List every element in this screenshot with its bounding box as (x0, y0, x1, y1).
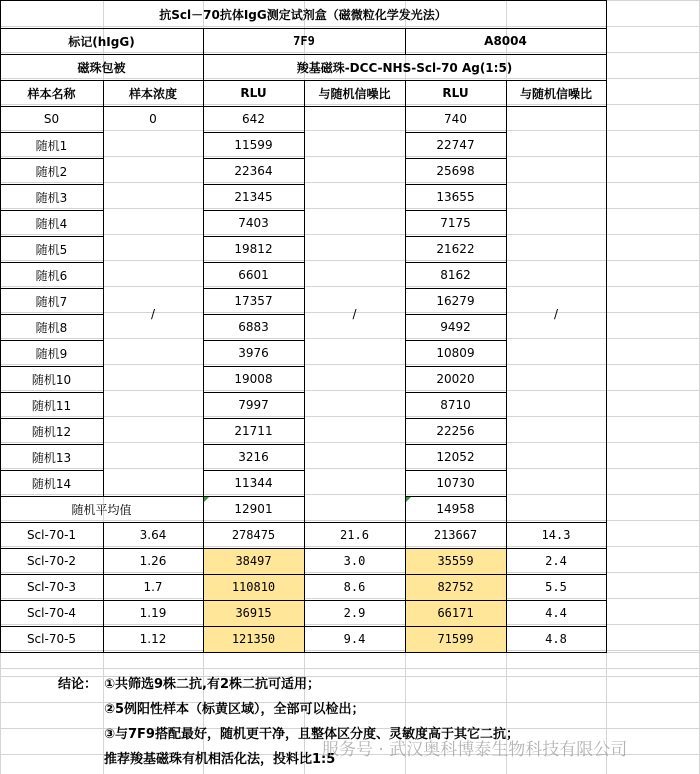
sample-name-cell[interactable]: 随机14 (31, 476, 72, 491)
rlu-a8004-cell[interactable]: 13655 (436, 190, 475, 204)
rlu-7f9-cell[interactable]: 21345 (234, 190, 273, 204)
rlu-a8004-cell[interactable]: 25698 (436, 164, 475, 178)
table-border (405, 314, 507, 315)
pos-snr-7f9[interactable]: 21.6 (340, 528, 369, 542)
rlu-a8004-cell[interactable]: 10809 (436, 346, 475, 360)
pos-rlu-a8004[interactable]: 35559 (437, 554, 474, 568)
pos-rlu-7f9[interactable]: 110810 (231, 580, 276, 594)
rlu-7f9-cell[interactable]: 7403 (238, 216, 269, 230)
table-border (0, 0, 607, 1)
table-border (0, 314, 104, 315)
rlu-7f9-cell[interactable]: 7997 (238, 398, 269, 412)
sample-name-cell[interactable]: 随机3 (35, 190, 68, 205)
table-border (203, 366, 305, 367)
sample-name-cell[interactable]: 随机11 (31, 398, 72, 413)
table-border (405, 80, 406, 653)
mean-rlu-a8004[interactable]: 14958 (436, 502, 475, 516)
pos-rlu-7f9[interactable]: 121350 (231, 632, 276, 646)
table-border (0, 496, 104, 497)
pos-rlu-7f9[interactable]: 38497 (235, 554, 272, 568)
conclusion-label: 结论： (58, 677, 98, 692)
table-border (203, 444, 305, 445)
rlu-a8004-cell[interactable]: 21622 (436, 242, 475, 256)
header-snr-7f9[interactable]: 与随机信噪比 (318, 86, 391, 101)
sample-name-cell[interactable]: 随机7 (35, 294, 68, 309)
pos-snr-7f9[interactable]: 9.4 (343, 632, 366, 646)
comment-marker (204, 497, 209, 502)
table-border (0, 262, 104, 263)
pos-snr-a8004[interactable]: 4.8 (545, 632, 567, 646)
pos-sample-name[interactable]: Scl-70-4 (26, 606, 77, 620)
rlu-7f9-cell[interactable]: 19008 (234, 372, 273, 386)
table-border (203, 210, 305, 211)
conclusion-line: ③与7F9搭配最好，随机更干净，且整体区分度、灵敏度高于其它二抗； (104, 727, 519, 742)
pos-sample-name[interactable]: Scl-70-2 (26, 554, 77, 568)
pos-rlu-a8004[interactable]: 213667 (433, 528, 478, 542)
table-border (203, 496, 305, 497)
table-border (103, 496, 204, 497)
sample-conc-cell[interactable]: 0 (149, 112, 157, 126)
pos-snr-a8004[interactable]: 4.4 (545, 606, 567, 620)
table-border (405, 28, 406, 55)
watermark: 服务号 · 武汉奥科博泰生物科技有限公司 (322, 740, 628, 760)
header-sample-name[interactable]: 样本名称 (27, 86, 76, 101)
pos-snr-a8004[interactable]: 14.3 (541, 528, 571, 542)
table-border (203, 418, 305, 419)
pos-sample-conc[interactable]: 1.19 (139, 606, 167, 620)
rlu-7f9-cell[interactable]: 642 (242, 112, 265, 126)
sample-name-cell[interactable]: 随机1 (35, 138, 68, 153)
rlu-7f9-cell[interactable]: 22364 (234, 164, 273, 178)
table-border (304, 80, 305, 653)
conclusion-line: 推荐羧基磁珠有机相活化法，投料比1:5 (104, 752, 336, 767)
table-border (405, 158, 507, 159)
rlu-a8004-cell[interactable]: 22747 (436, 138, 475, 152)
pos-sample-name[interactable]: Scl-70-3 (26, 580, 77, 594)
table-border (405, 392, 507, 393)
table-border (0, 158, 104, 159)
rlu-a8004-cell[interactable]: 8710 (440, 398, 471, 412)
rlu-a8004-cell[interactable]: 16279 (436, 294, 475, 308)
pos-snr-7f9[interactable]: 8.6 (343, 580, 366, 594)
pos-sample-name[interactable]: Scl-70-5 (26, 632, 77, 646)
table-border (203, 340, 305, 341)
coating-row-name[interactable]: 磁珠包被 (77, 60, 126, 75)
sample-name-cell[interactable]: 随机8 (35, 320, 68, 335)
header-snr-a8004[interactable]: 与随机信噪比 (519, 86, 592, 101)
table-title[interactable]: 抗Scl－70抗体IgG测定试剂盒（磁微粒化学发光法） (159, 7, 447, 22)
table-border (405, 444, 507, 445)
table-border (0, 236, 104, 237)
mean-label[interactable]: 随机平均值 (71, 502, 132, 517)
table-border (405, 340, 507, 341)
coating-value[interactable]: 羧基磁珠-DCC-NHS-Scl-70 Ag(1:5) (296, 60, 513, 75)
table-border (203, 28, 204, 653)
sample-name-cell[interactable]: 随机5 (35, 242, 68, 257)
conclusion-line: ②5例阳性样本（标黄区域），全部可以检出； (104, 702, 365, 717)
merged-snr-a8004-slash[interactable]: / (553, 307, 559, 321)
pos-sample-conc[interactable]: 1.7 (143, 580, 163, 594)
table-border (405, 288, 507, 289)
sample-name-cell[interactable]: 随机6 (35, 268, 68, 283)
table-border (203, 392, 305, 393)
table-border (0, 132, 104, 133)
table-border (405, 132, 507, 133)
sample-name-cell[interactable]: 随机4 (35, 216, 68, 231)
table-border (0, 418, 104, 419)
sample-name-cell[interactable]: 随机9 (35, 346, 68, 361)
table-border (203, 158, 305, 159)
header-sample-conc[interactable]: 样本浓度 (128, 86, 177, 101)
pos-rlu-a8004[interactable]: 71599 (437, 632, 474, 646)
table-border (405, 496, 507, 497)
rlu-7f9-cell[interactable]: 11599 (234, 138, 273, 152)
rlu-a8004-cell[interactable]: 8162 (440, 268, 471, 282)
table-border (0, 288, 104, 289)
table-border (405, 184, 507, 185)
rlu-7f9-cell[interactable]: 11344 (234, 476, 273, 490)
pos-sample-name[interactable]: Scl-70-1 (26, 528, 77, 542)
mean-rlu-7f9[interactable]: 12901 (234, 502, 273, 516)
rlu-7f9-cell[interactable]: 6601 (238, 268, 269, 282)
table-border (203, 314, 305, 315)
label-row-name[interactable]: 标记(hIgG) (68, 34, 135, 49)
gridline (0, 668, 700, 669)
sample-name-cell[interactable]: 随机10 (31, 372, 72, 387)
conclusion-line: ①共筛选9株二抗,有2株二抗可适用； (104, 677, 321, 692)
table-border (405, 470, 507, 471)
table-border (0, 340, 104, 341)
sample-name-cell[interactable]: S0 (43, 112, 60, 126)
table-border (405, 366, 507, 367)
pos-sample-conc[interactable]: 1.26 (139, 554, 167, 568)
table-border (0, 28, 607, 29)
table-border (405, 236, 507, 237)
sample-name-cell[interactable]: 随机13 (31, 450, 72, 465)
rlu-a8004-cell[interactable]: 22256 (436, 424, 475, 438)
rlu-7f9-cell[interactable]: 6883 (238, 320, 269, 334)
rlu-7f9-cell[interactable]: 17357 (234, 294, 273, 308)
rlu-a8004-cell[interactable]: 20020 (436, 372, 475, 386)
table-border (405, 262, 507, 263)
pos-rlu-a8004[interactable]: 66171 (437, 606, 474, 620)
table-border (606, 0, 607, 653)
table-border (203, 262, 305, 263)
table-border (203, 132, 305, 133)
table-border (506, 80, 507, 653)
table-border (405, 418, 507, 419)
table-border (0, 392, 104, 393)
merged-snr-7f9-slash[interactable]: / (352, 307, 357, 321)
table-border (203, 184, 305, 185)
rlu-a8004-cell[interactable]: 740 (444, 112, 467, 126)
table-border (0, 0, 1, 653)
header-rlu-a8004[interactable]: RLU (442, 86, 469, 100)
table-border (0, 366, 104, 367)
rlu-a8004-cell[interactable]: 12052 (436, 450, 475, 464)
table-border (203, 236, 305, 237)
pos-snr-7f9[interactable]: 3.0 (343, 554, 366, 568)
pos-sample-conc[interactable]: 3.64 (139, 528, 167, 542)
rlu-a8004-cell[interactable]: 7175 (440, 216, 471, 230)
group-7f9[interactable]: 7F9 (293, 34, 315, 48)
sample-name-cell[interactable]: 随机2 (35, 164, 68, 179)
table-border (103, 80, 104, 497)
rlu-7f9-cell[interactable]: 21711 (234, 424, 273, 438)
sample-name-cell[interactable]: 随机12 (31, 424, 72, 439)
table-border (203, 288, 305, 289)
table-border (405, 210, 507, 211)
table-border (0, 470, 104, 471)
pos-rlu-7f9[interactable]: 36915 (235, 606, 272, 620)
rlu-7f9-cell[interactable]: 3976 (238, 346, 269, 360)
table-border (203, 470, 305, 471)
table-border (0, 210, 104, 211)
rlu-7f9-cell[interactable]: 19812 (234, 242, 273, 256)
pos-rlu-a8004[interactable]: 82752 (437, 580, 474, 594)
table-border (0, 444, 104, 445)
pos-snr-a8004[interactable]: 5.5 (545, 580, 567, 594)
rlu-a8004-cell[interactable]: 10730 (436, 476, 475, 490)
pos-sample-conc[interactable]: 1.12 (139, 632, 167, 646)
merged-conc-slash[interactable]: / (150, 307, 156, 321)
table-border (0, 54, 607, 55)
pos-snr-a8004[interactable]: 2.4 (545, 554, 567, 568)
rlu-7f9-cell[interactable]: 3216 (238, 450, 269, 464)
pos-snr-7f9[interactable]: 2.9 (343, 606, 366, 620)
pos-rlu-7f9[interactable]: 278475 (231, 528, 276, 542)
table-border (103, 522, 104, 653)
rlu-a8004-cell[interactable]: 9492 (440, 320, 471, 334)
table-border (0, 184, 104, 185)
comment-marker (406, 497, 411, 502)
group-a8004[interactable]: A8004 (484, 34, 527, 48)
header-rlu-7f9[interactable]: RLU (240, 86, 267, 100)
